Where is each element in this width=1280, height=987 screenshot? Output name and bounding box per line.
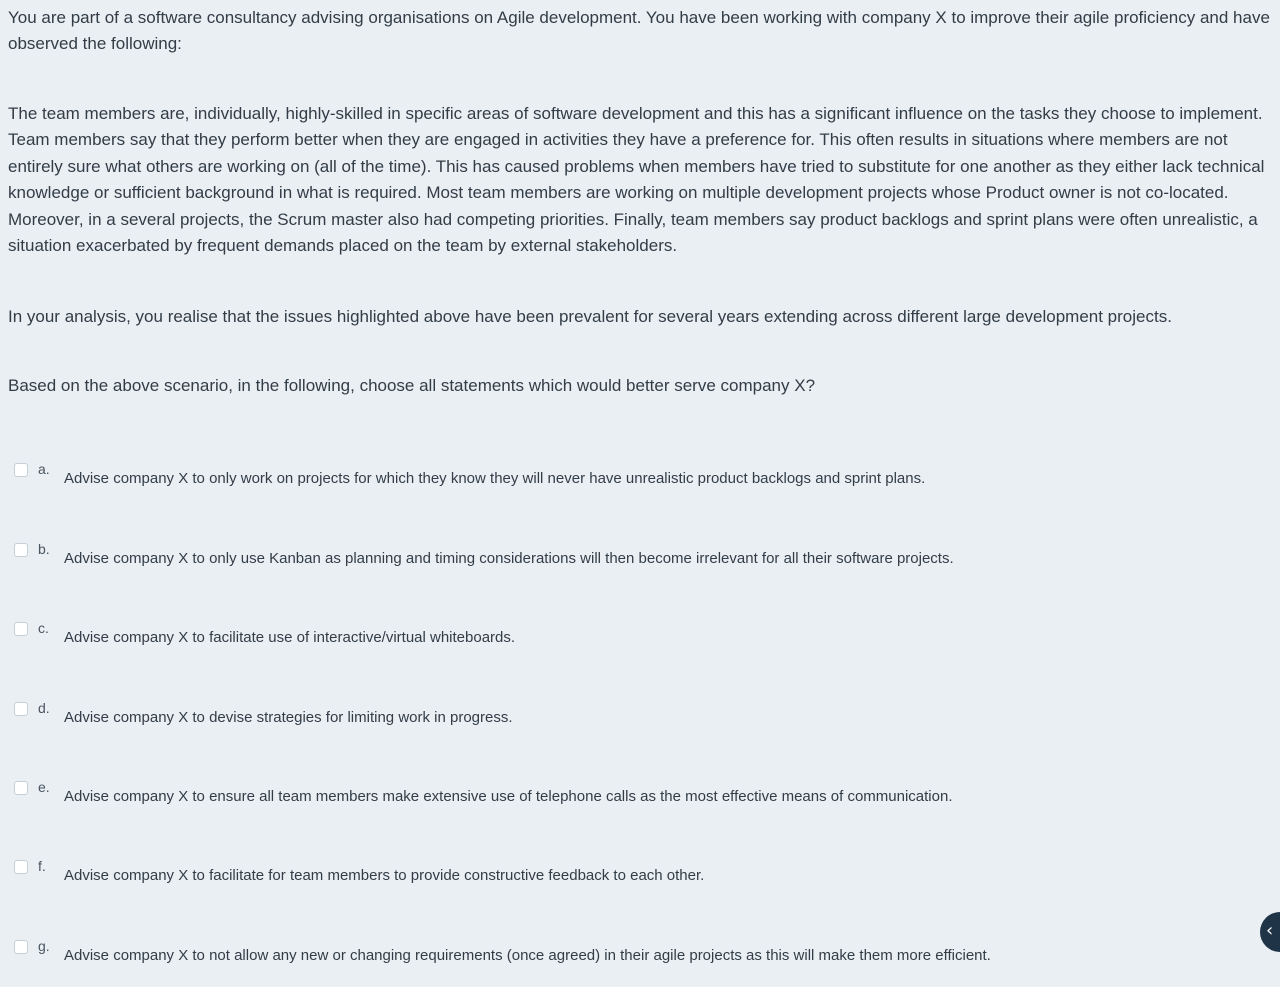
scenario-details: The team members are, individually, highly-skilled in specific areas of software development and this has a significant influence on the tasks they choose to implement. Team members say that they perform better when they are engaged in activities they have a preference for. This often results in situations where members are not entirely sure what others are working on (all of the time). This has caused problems when members have tried to substitute for one another as they either lack technical knowledge or sufficient background in what is required. Most team members are working on multiple development projects whose Product owner is not co-located. Moreover, in a several projects, the Scrum master also had competing priorities. Finally, team members say product backlogs and sprint plans were often unrealistic, a situation exacerbated by frequent demands placed on the team by external stakeholders. <box>8 104 1265 256</box>
option-text-a[interactable]: Advise company X to only work on projects for which they know they will never have unrealistic product backlogs and sprint plans. <box>64 470 926 487</box>
option-letter-c: c. <box>38 620 49 636</box>
checkbox-e[interactable] <box>14 781 28 795</box>
scroll-to-top-button[interactable] <box>1260 912 1280 952</box>
option-text-g[interactable]: Advise company X to not allow any new or changing requirements (once agreed) in their agile projects as this will make them more efficient. <box>64 947 991 964</box>
answer-option-f[interactable] <box>14 860 1254 900</box>
scenario-analysis: In your analysis, you realise that the issues highlighted above have been prevalent for several years extending across different large development projects. <box>8 307 1172 326</box>
answer-option-c[interactable] <box>14 622 1254 662</box>
option-text-e[interactable]: Advise company X to ensure all team members make extensive use of telephone calls as the most effective means of communication. <box>64 788 953 805</box>
checkbox-f[interactable] <box>14 860 28 874</box>
scenario-intro: You are part of a software consultancy advising organisations on Agile development. You have been working with company X to improve their agile proficiency and have observed the following: <box>8 8 1270 54</box>
option-letter-d: d. <box>38 700 50 716</box>
option-text-b[interactable]: Advise company X to only use Kanban as planning and timing considerations will then become irrelevant for all their software projects. <box>64 550 954 567</box>
option-letter-a: a. <box>38 461 50 477</box>
checkbox-a[interactable] <box>14 463 28 477</box>
checkbox-b[interactable] <box>14 543 28 557</box>
option-letter-g: g. <box>38 938 50 954</box>
option-letter-b: b. <box>38 541 50 557</box>
option-text-f[interactable]: Advise company X to facilitate for team members to provide constructive feedback to each other. <box>64 867 705 884</box>
option-letter-e: e. <box>38 779 50 795</box>
answer-option-d[interactable] <box>14 702 1254 742</box>
option-letter-f: f. <box>38 858 46 874</box>
checkbox-g[interactable] <box>14 940 28 954</box>
checkbox-d[interactable] <box>14 702 28 716</box>
answer-option-g[interactable] <box>14 940 1254 980</box>
option-text-c[interactable]: Advise company X to facilitate use of interactive/virtual whiteboards. <box>64 629 516 646</box>
option-text-d[interactable]: Advise company X to devise strategies for limiting work in progress. <box>64 709 513 726</box>
chevron-up-icon: ‹ <box>1266 920 1274 941</box>
answer-option-a[interactable] <box>14 463 1254 503</box>
answer-option-b[interactable] <box>14 543 1254 583</box>
checkbox-c[interactable] <box>14 622 28 636</box>
question-prompt: Based on the above scenario, in the following, choose all statements which would better serve company X? <box>8 376 816 395</box>
answer-option-e[interactable] <box>14 781 1254 821</box>
